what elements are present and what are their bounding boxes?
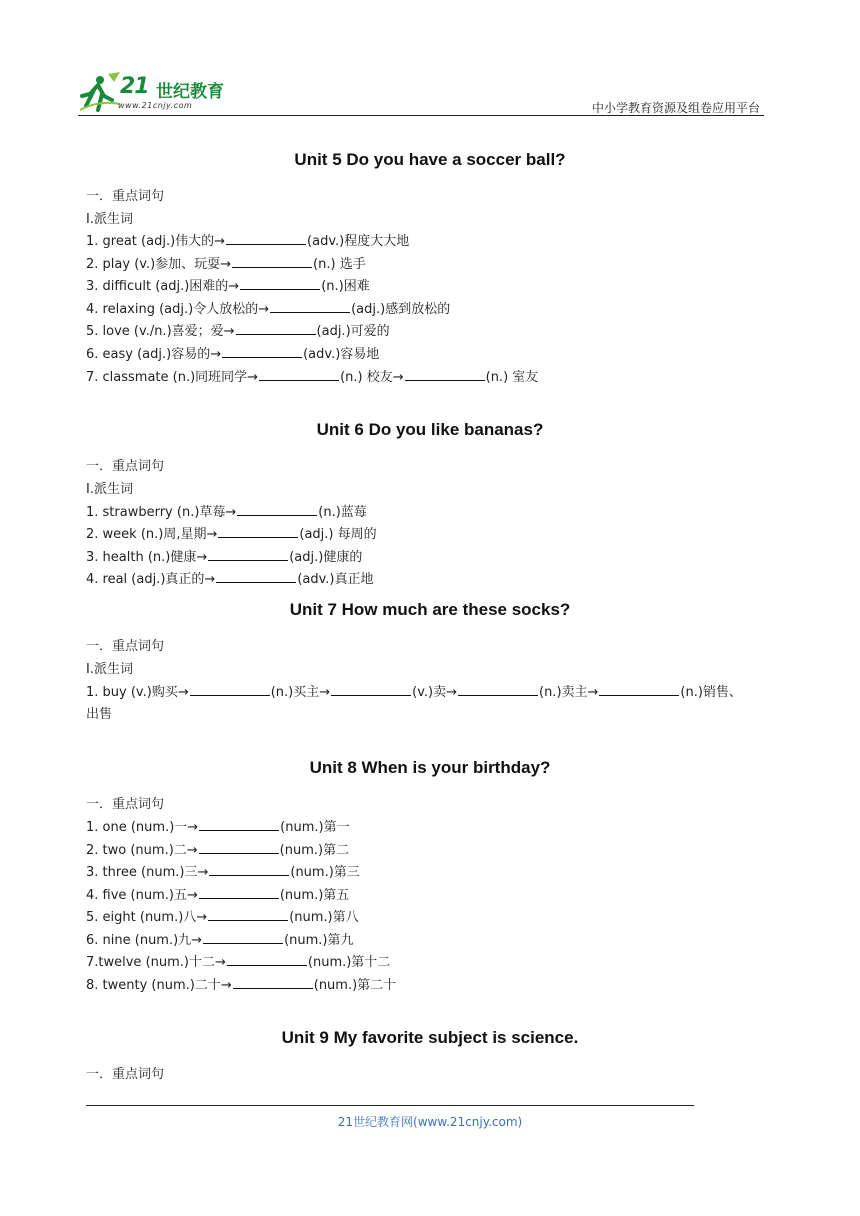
logo-url: www.21cnjy.com xyxy=(118,101,193,110)
unit-6-line-2: 2. week (n.)周,星期→ (adj.) 每周的 xyxy=(86,527,377,542)
platform-name: 中小学教育资源及组卷应用平台 xyxy=(591,101,760,115)
answer-blank[interactable] xyxy=(199,841,279,854)
unit-7-title: Unit 7 How much are these socks? xyxy=(289,600,571,619)
answer-blank[interactable] xyxy=(190,683,270,696)
footer-divider xyxy=(86,1105,694,1106)
unit-5-line-2: 2. play (v.)参加、玩耍→ (n.) 选手 xyxy=(86,257,366,272)
answer-blank[interactable] xyxy=(237,503,317,516)
answer-blank[interactable] xyxy=(203,931,283,944)
unit-5-line-7: 7. classmate (n.)同班同学→ (n.) 校友→ (n.) 室友 xyxy=(86,370,539,385)
answer-blank[interactable] xyxy=(405,368,485,381)
unit-8-line-4: 4. five (num.)五→ (num.)第五 xyxy=(86,888,350,903)
page-header xyxy=(78,68,764,116)
unit-9-title: Unit 9 My favorite subject is science. xyxy=(281,1028,579,1047)
answer-blank[interactable] xyxy=(222,345,302,358)
site-logo xyxy=(78,68,248,114)
unit-8-line-6: 6. nine (num.)九→ (num.)第九 xyxy=(86,933,354,948)
unit-8-line-2: 2. two (num.)二→ (num.)第二 xyxy=(86,843,350,858)
unit-6-line-4: 4. real (adj.)真正的→ (adv.)真正地 xyxy=(86,572,374,587)
unit-8-section: 一．重点词句 xyxy=(86,797,165,812)
unit-6-line-3: 3. health (n.)健康→ (adj.)健康的 xyxy=(86,550,363,565)
answer-blank[interactable] xyxy=(259,368,339,381)
header-divider xyxy=(78,115,764,116)
answer-blank[interactable] xyxy=(270,300,350,313)
unit-9-section: 一．重点词句 xyxy=(86,1067,165,1082)
logo-number: 21 xyxy=(120,74,149,99)
unit-8-line-7: 7.twelve (num.)十二→ (num.)第十二 xyxy=(86,955,391,970)
answer-blank[interactable] xyxy=(236,322,316,335)
logo-chinese: 世纪教育 xyxy=(156,82,224,102)
answer-blank[interactable] xyxy=(233,976,313,989)
unit-6-subsection: I.派生词 xyxy=(86,482,133,497)
unit-7-subsection: I.派生词 xyxy=(86,662,133,677)
unit-5-subsection: I.派生词 xyxy=(86,212,133,227)
answer-blank[interactable] xyxy=(209,863,289,876)
unit-7-section: 一．重点词句 xyxy=(86,639,165,654)
unit-5-line-1: 1. great (adj.)伟大的→ (adv.)程度大大地 xyxy=(86,234,410,249)
unit-5-title: Unit 5 Do you have a soccer ball? xyxy=(294,150,566,169)
unit-8-line-1: 1. one (num.)一→ (num.)第一 xyxy=(86,820,350,835)
unit-5-line-5: 5. love (v./n.)喜爱；爱→ (adj.)可爱的 xyxy=(86,324,390,339)
unit-5-line-4: 4. relaxing (adj.)令人放松的→ (adj.)感到放松的 xyxy=(86,302,451,317)
answer-blank[interactable] xyxy=(232,255,312,268)
unit-6-line-1: 1. strawberry (n.)草莓→ (n.)蓝莓 xyxy=(86,505,367,520)
answer-blank[interactable] xyxy=(226,232,306,245)
unit-8-line-5: 5. eight (num.)八→ (num.)第八 xyxy=(86,910,359,925)
answer-blank[interactable] xyxy=(199,818,279,831)
unit-8-line-3: 3. three (num.)三→ (num.)第三 xyxy=(86,865,360,880)
answer-blank[interactable] xyxy=(458,683,538,696)
unit-5-line-6: 6. easy (adj.)容易的→ (adv.)容易地 xyxy=(86,347,380,362)
unit-6-section: 一．重点词句 xyxy=(86,459,165,474)
answer-blank[interactable] xyxy=(599,683,679,696)
answer-blank[interactable] xyxy=(227,953,307,966)
answer-blank[interactable] xyxy=(216,570,296,583)
unit-8-line-8: 8. twenty (num.)二十→ (num.)第二十 xyxy=(86,978,397,993)
unit-5-line-3: 3. difficult (adj.)困难的→ (n.)困难 xyxy=(86,279,370,294)
footer-link[interactable]: 21世纪教育网(www.21cnjy.com) xyxy=(337,1115,523,1129)
answer-blank[interactable] xyxy=(208,548,288,561)
answer-blank[interactable] xyxy=(331,683,411,696)
unit-7-line-1-continued: 出售 xyxy=(86,707,113,722)
answer-blank[interactable] xyxy=(208,908,288,921)
unit-8-title: Unit 8 When is your birthday? xyxy=(309,758,551,777)
unit-5-section: 一．重点词句 xyxy=(86,189,165,204)
answer-blank[interactable] xyxy=(218,525,298,538)
answer-blank[interactable] xyxy=(240,277,320,290)
unit-7-line-1: 1. buy (v.)购买→ (n.)买主→ (v.)卖→ (n.)卖主→ (n.)销售、 xyxy=(86,685,742,700)
answer-blank[interactable] xyxy=(199,886,279,899)
runner-logo-icon xyxy=(78,70,122,114)
unit-6-title: Unit 6 Do you like bananas? xyxy=(316,420,544,439)
